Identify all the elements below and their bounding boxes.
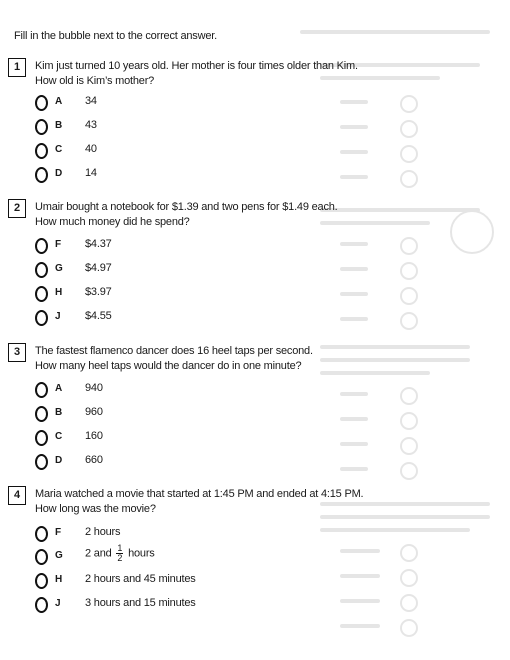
option-answer: 14 [85,167,97,179]
question-text-line: How old is Kim’s mother? [35,75,155,87]
option-answer: $4.37 [85,238,112,250]
question-text-line: How many heel taps would the dancer do in one minute? [35,360,302,372]
answer-bubble[interactable] [35,167,48,183]
question-number: 3 [8,343,26,362]
answer-bubble[interactable] [35,430,48,446]
question-text [35,59,358,89]
answer-option-g[interactable] [35,543,335,567]
question-text-line: How much money did he spend? [35,216,190,228]
answer-option-d[interactable] [35,165,335,185]
fraction-denominator: 2 [117,553,123,563]
option-letter: B [55,407,63,418]
answer-bubble[interactable] [35,406,48,422]
answer-bubble[interactable] [35,262,48,278]
option-answer: $4.97 [85,262,112,274]
option-letter: J [55,311,61,322]
option-answer [85,544,155,563]
option-answer: 34 [85,95,97,107]
answer-bubble[interactable] [35,238,48,254]
answer-option-f[interactable] [35,524,335,544]
option-answer: 43 [85,119,97,131]
answer-bubble[interactable] [35,286,48,302]
answer-option-c[interactable] [35,141,335,161]
question-number: 2 [8,199,26,218]
option-letter: A [55,96,63,107]
question-text [35,344,313,374]
answer-option-j[interactable] [35,595,335,615]
option-answer: 40 [85,143,97,155]
option-answer: 960 [85,406,103,418]
answer-suffix: hours [128,547,155,560]
answer-bubble[interactable] [35,382,48,398]
option-answer: $4.55 [85,310,112,322]
option-letter: F [55,239,62,250]
option-answer: 940 [85,382,103,394]
option-answer: 2 hours [85,526,121,538]
question-text-line: The fastest flamenco dancer does 16 heel taps per second. [35,345,313,357]
answer-option-j[interactable] [35,308,335,328]
answer-bubble[interactable] [35,310,48,326]
option-letter: B [55,120,63,131]
answer-bubble[interactable] [35,549,48,565]
answer-prefix: 2 and [85,547,112,560]
answer-bubble[interactable] [35,143,48,159]
question-text-line: Kim just turned 10 years old. Her mother is four times older than Kim. [35,60,358,72]
answer-bubble[interactable] [35,573,48,589]
question-text [35,200,338,230]
fraction [116,544,123,563]
option-answer: 2 hours and 45 minutes [85,573,196,585]
answer-bubble[interactable] [35,95,48,111]
answer-option-b[interactable] [35,404,335,424]
question-text-line: How long was the movie? [35,503,156,515]
option-letter: F [55,527,62,538]
answer-bubble[interactable] [35,119,48,135]
option-letter: A [55,383,63,394]
answer-option-f[interactable] [35,236,335,256]
question-number: 4 [8,486,26,505]
answer-option-d[interactable] [35,452,335,472]
option-letter: D [55,168,63,179]
answer-option-g[interactable] [35,260,335,280]
option-letter: H [55,287,63,298]
answer-option-h[interactable] [35,284,335,304]
answer-option-a[interactable] [35,93,335,113]
option-letter: H [55,574,63,585]
option-letter: C [55,431,63,442]
option-answer: 160 [85,430,103,442]
option-letter: C [55,144,63,155]
option-letter: G [55,550,63,561]
option-answer: 3 hours and 15 minutes [85,597,196,609]
answer-option-h[interactable] [35,571,335,591]
option-answer: $3.97 [85,286,112,298]
answer-option-c[interactable] [35,428,335,448]
question-text [35,487,363,517]
answer-bubble[interactable] [35,454,48,470]
answer-bubble[interactable] [35,597,48,613]
answer-bubble[interactable] [35,526,48,542]
option-letter: J [55,598,61,609]
answer-option-b[interactable] [35,117,335,137]
answer-option-a[interactable] [35,380,335,400]
option-letter: D [55,455,63,466]
option-answer: 660 [85,454,103,466]
instructions: Fill in the bubble next to the correct answer. [14,30,217,42]
question-number: 1 [8,58,26,77]
question-text-line: Maria watched a movie that started at 1:45 PM and ended at 4:15 PM. [35,488,364,500]
option-letter: G [55,263,63,274]
question-text-line: Umair bought a notebook for $1.39 and two pens for $1.49 each. [35,201,338,213]
fraction-numerator: 1 [117,543,123,553]
